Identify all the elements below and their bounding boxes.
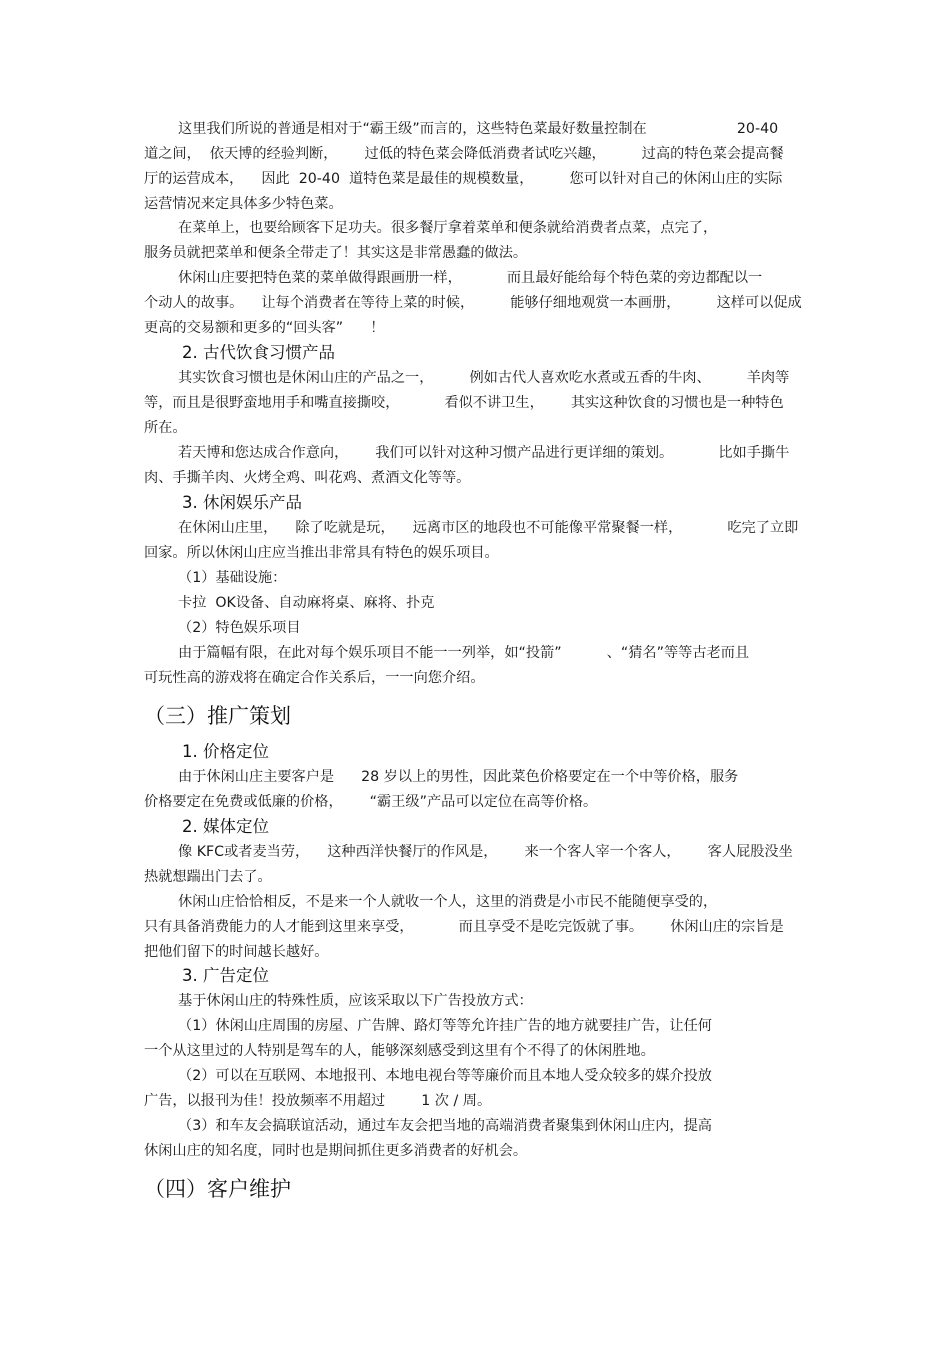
section-heading: 2. 媒体定位 xyxy=(182,817,269,836)
text-line: 价格要定在免费或低廉的价格， “霸王级”产品可以定位在高等价格。 xyxy=(144,794,598,810)
text-line: 等，而且是很野蛮地用手和嘴直接撕咬， 看似不讲卫生， 其实这种饮食的习惯也是一种特色 xyxy=(144,395,784,411)
text-line: 若天博和您达成合作意向， 我们可以针对这种习惯产品进行更详细的策划。 比如手撕牛 xyxy=(178,445,790,461)
text-line: 肉、手撕羊肉、火烤全鸡、叫花鸡、煮酒文化等等。 xyxy=(144,470,471,486)
section-heading: 3. 休闲娱乐产品 xyxy=(182,493,302,512)
text-line: 由于休闲山庄主要客户是 28 岁以上的男性，因此菜色价格要定在一个中等价格，服务 xyxy=(178,769,739,785)
text-line: 基于休闲山庄的特殊性质，应该采取以下广告投放方式： xyxy=(178,993,533,1009)
text-line: 由于篇幅有限，在此对每个娱乐项目不能一一列举，如“投箭” 、“猜名”等等古老而且 xyxy=(178,645,750,661)
text-line: 像 KFC或者麦当劳， 这种西洋快餐厅的作风是， 来一个客人宰一个客人， 客人屁股没坐 xyxy=(178,844,793,860)
text-line: 热就想踹出门去了。 xyxy=(144,869,272,885)
chapter-heading: （四）客户维护 xyxy=(144,1177,291,1201)
text-line: 其实饮食习惯也是休闲山庄的产品之一， 例如古代人喜欢吃水煮或五香的牛肉、 羊肉等 xyxy=(178,370,790,386)
text-line: 回家。所以休闲山庄应当推出非常具有特色的娱乐项目。 xyxy=(144,545,499,561)
text-line: 卡拉 OK设备、自动麻将桌、麻将、扑克 xyxy=(178,595,435,611)
text-line: 一个从这里过的人特别是驾车的人，能够深刻感受到这里有个不得了的休闲胜地。 xyxy=(144,1043,655,1059)
text-line: 更高的交易额和更多的“回头客” ！ xyxy=(144,320,385,336)
text-line: 厅的运营成本， 因此 20-40 道特色菜是最佳的规模数量， 您可以针对自己的休闲山庄的实际 xyxy=(144,171,783,187)
text-line: （1）基础设施： xyxy=(178,570,287,586)
text-line: 所在。 xyxy=(144,420,187,436)
text-line: 道之间， 依天博的经验判断， 过低的特色菜会降低消费者试吃兴趣， 过高的特色菜会提高餐 xyxy=(144,146,784,162)
section-heading: 1. 价格定位 xyxy=(182,742,269,761)
text-line: 广告，以报刊为佳！投放频率不用超过 1 次 / 周。 xyxy=(144,1093,492,1109)
text-line: 这里我们所说的普通是相对于“霸王级”而言的，这些特色菜最好数量控制在 20-40 xyxy=(178,121,779,137)
section-heading: 2. 古代饮食习惯产品 xyxy=(182,343,335,362)
text-line: 休闲山庄恰恰相反，不是来一个人就收一个人，这里的消费是小市民不能随便享受的， xyxy=(178,894,718,910)
text-line: 把他们留下的时间越长越好。 xyxy=(144,944,329,960)
text-line: 休闲山庄的知名度，同时也是期间抓住更多消费者的好机会。 xyxy=(144,1143,528,1159)
text-line: （3）和车友会搞联谊活动，通过车友会把当地的高端消费者聚集到休闲山庄内，提高 xyxy=(178,1118,712,1134)
text-line: （1）休闲山庄周围的房屋、广告牌、路灯等等允许挂广告的地方就要挂广告，让任何 xyxy=(178,1018,712,1034)
text-line: 休闲山庄要把特色菜的菜单做得跟画册一样， 而且最好能给每个特色菜的旁边都配以一 xyxy=(178,270,763,286)
section-heading: 3. 广告定位 xyxy=(182,966,269,985)
text-line: 可玩性高的游戏将在确定合作关系后，一一向您介绍。 xyxy=(144,670,485,686)
text-line: （2）可以在互联网、本地报刊、本地电视台等等廉价而且本地人受众较多的媒介投放 xyxy=(178,1068,712,1084)
text-line: 只有具备消费能力的人才能到这里来享受， 而且享受不是吃完饭就了事。 休闲山庄的宗旨是 xyxy=(144,919,784,935)
text-line: 在菜单上，也要给顾客下足功夫。很多餐厅拿着菜单和便条就给消费者点菜，点完了， xyxy=(178,220,718,236)
chapter-heading: （三）推广策划 xyxy=(144,704,291,728)
text-line: 在休闲山庄里， 除了吃就是玩， 远离市区的地段也不可能像平常聚餐一样， 吃完了立即 xyxy=(178,520,799,536)
text-line: （2）特色娱乐项目 xyxy=(178,620,301,636)
text-line: 运营情况来定具体多少特色菜。 xyxy=(144,196,343,212)
text-line: 个动人的故事。 让每个消费者在等待上菜的时候， 能够仔细地观赏一本画册， 这样可以促成 xyxy=(144,295,802,311)
text-line: 服务员就把菜单和便条全带走了！其实这是非常愚蠢的做法。 xyxy=(144,245,528,261)
